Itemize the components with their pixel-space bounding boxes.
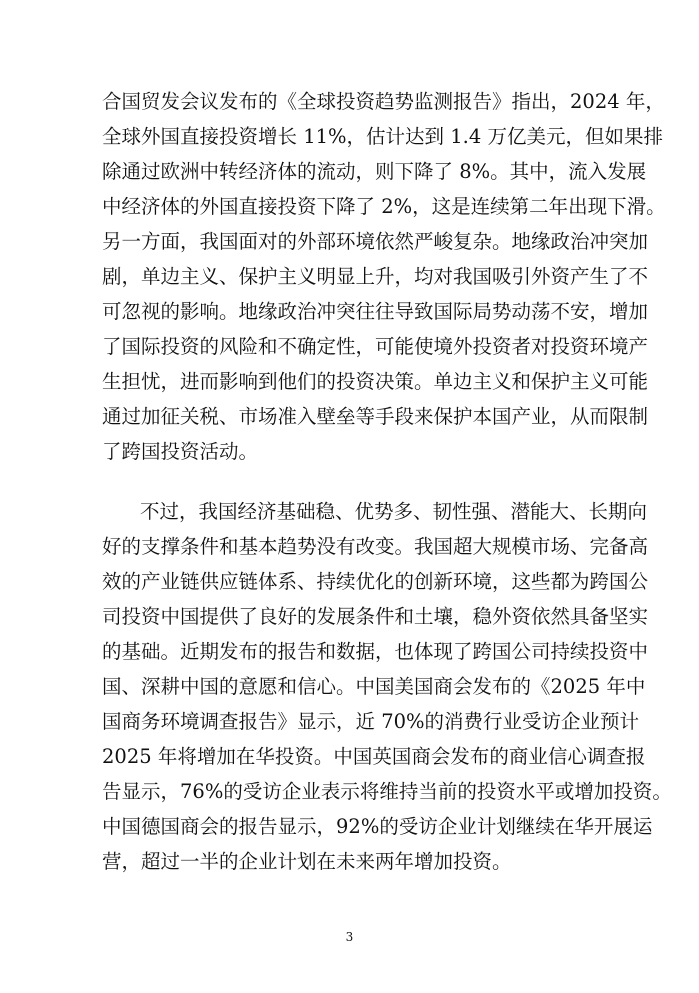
paragraph-2-line-1: 不过，我国经济基础稳、优势多、韧性强、潜能大、长期向 [140, 500, 648, 523]
paragraph-2-line-8: 2025 年将增加在华投资。中国英国商会发布的商业信心调查报 [102, 745, 646, 768]
paragraph-2-line-2: 好的支撑条件和基本趋势没有改变。我国超大规模市场、完备高 [102, 535, 649, 558]
paragraph-1-line-2: 全球外国直接投资增长 11%，估计达到 1.4 万亿美元，但如果排 [102, 125, 663, 148]
paragraph-2-line-9: 告显示，76%的受访企业表示将维持当前的投资水平或增加投资。 [102, 780, 672, 803]
paragraph-1-line-10: 通过加征关税、市场准入壁垒等手段来保护本国产业，从而限制 [102, 405, 649, 428]
paragraph-1-line-7: 可忽视的影响。地缘政治冲突往往导致国际局势动荡不安，增加 [102, 300, 649, 323]
paragraph-1-line-9: 生担忧，进而影响到他们的投资决策。单边主义和保护主义可能 [102, 370, 649, 393]
paragraph-2-line-6: 国、深耕中国的意愿和信心。中国美国商会发布的《2025 年中 [102, 675, 646, 698]
paragraph-1-line-5: 另一方面，我国面对的外部环境依然严峻复杂。地缘政治冲突加 [102, 230, 649, 253]
paragraph-1-line-11: 了跨国投资活动。 [102, 440, 259, 463]
paragraph-1-line-6: 剧，单边主义、保护主义明显上升，均对我国吸引外资产生了不 [102, 265, 649, 288]
page-number: 3 [345, 930, 354, 944]
paragraph-1-line-8: 了国际投资的风险和不确定性，可能使境外投资者对投资环境产 [102, 335, 649, 358]
paragraph-1-line-3: 除通过欧洲中转经济体的流动，则下降了 8%。其中，流入发展 [102, 160, 647, 183]
paragraph-2-line-10: 中国德国商会的报告显示，92%的受访企业计划继续在华开展运 [102, 815, 653, 838]
paragraph-2-line-7: 国商务环境调查报告》显示，近 70%的消费行业受访企业预计 [102, 710, 640, 733]
paragraph-2-line-4: 司投资中国提供了良好的发展条件和土壤，稳外资依然具备坚实 [102, 605, 649, 628]
paragraph-2-line-11: 营，超过一半的企业计划在未来两年增加投资。 [102, 850, 512, 873]
paragraph-2-line-5: 的基础。近期发布的报告和数据，也体现了跨国公司持续投资中 [102, 640, 649, 663]
paragraph-1-line-4: 中经济体的外国直接投资下降了 2%，这是连续第二年出现下滑。 [102, 195, 666, 218]
paragraph-2-line-3: 效的产业链供应链体系、持续优化的创新环境，这些都为跨国公 [102, 570, 649, 593]
paragraph-1-line-1: 合国贸发会议发布的《全球投资趋势监测报告》指出，2024 年， [102, 90, 665, 113]
